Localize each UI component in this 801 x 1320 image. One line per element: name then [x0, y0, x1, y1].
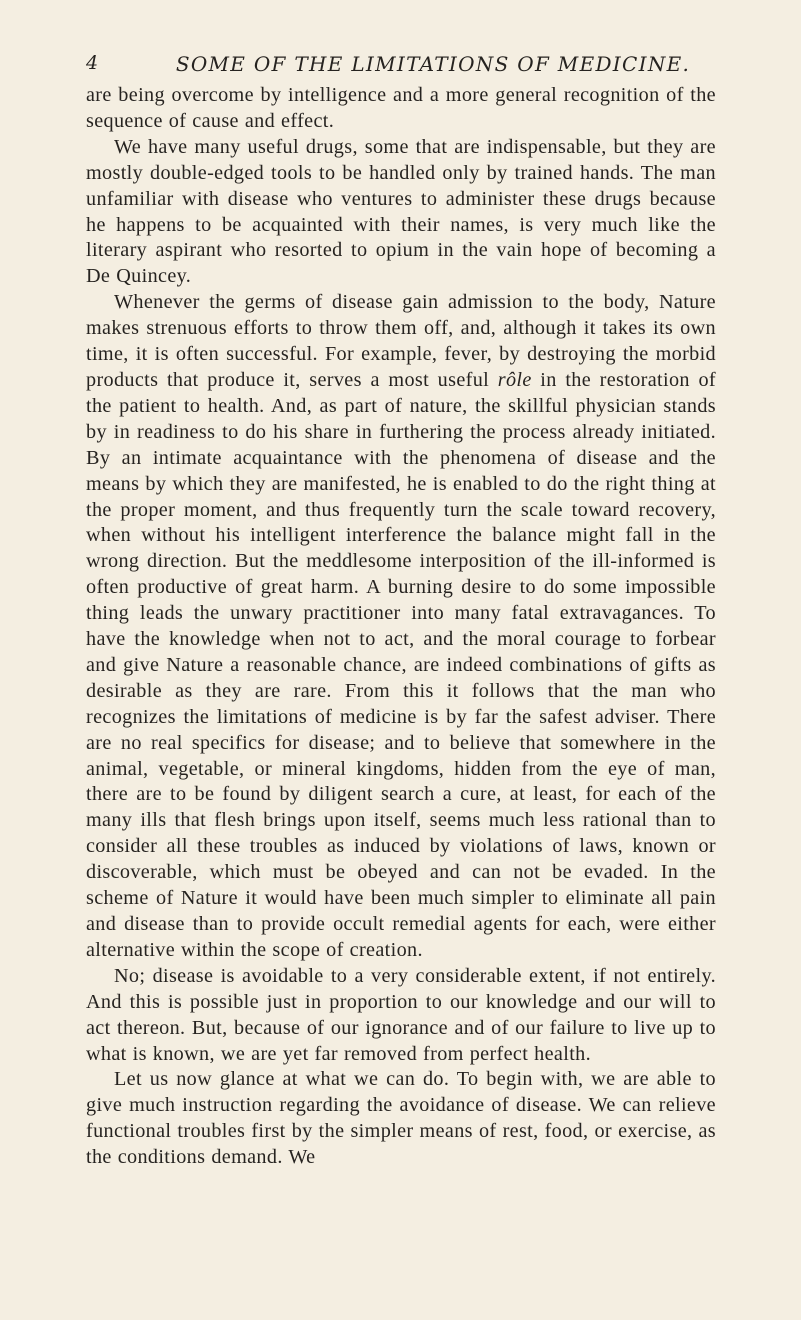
paragraph-avoidable: No; disease is avoidable to a very considerable extent, if not entirely. And this is possible just in proportion to our knowledge and our will to act thereon. But, because of our ignorance and of our failure to live up to what is known, we are yet far removed from perfect health.: [86, 964, 716, 1065]
page-number: 4: [86, 52, 99, 74]
paragraph-drugs: We have many useful drugs, some that are indispensable, but they are mostly double-edged tools to be handled only by trained hands. The man unfamiliar with disease who ventures to administer these drugs because he happens to be acquainted with their names, is very much like the literary aspirant who resorted to opium in the vain hope of becoming a De Quincey.: [86, 135, 716, 288]
running-title: SOME OF THE LIMITATIONS OF MEDICINE.: [175, 52, 691, 76]
body-text: [86, 83, 716, 1171]
paragraph-continuation: are being overcome by intelligence and a more general recognition of the sequence of cause and effect.: [86, 84, 716, 132]
paragraph-nature: [86, 290, 716, 964]
paragraph-nature-part-2: in the restoration of the patient to health. And, as part of nature, the skillful physician stands by in readiness to do his share in furthering the process already initiated. By an intimate acquaintance with the phenomena of disease and the means by which they are manifested, he is enabled to do the right thing at the proper moment, and thus frequently turn the scale toward recovery, when without his intelligent interference the balance might fall in the wrong direction. But the meddlesome interposition of the ill-informed is often productive of great harm. A burning desire to do some impossible thing leads the unwary practitioner into many fatal extravagances. To have the knowledge when not to act, and the moral courage to forbear and give Nature a reasonable chance, are indeed combinations of gifts as desirable as they are rare. From this it follows that the man who recognizes the limitations of medicine is by far the safest adviser. There are no real specifics for disease; and to believe that somewhere in the animal, vegetable, or mineral kingdoms, hidden from the eye of man, there are to be found by diligent search a cure, at least, for each of the many ills that flesh brings upon itself, seems much less rational than to consider all these troubles as induced by violations of laws, known or discoverable, which must be obeyed and can not be evaded. In the scheme of Nature it would have been much simpler to eliminate all pain and disease than to provide occult remedial agents for each, were either alternative within the scope of creation.: [86, 368, 716, 961]
paragraph-nature-part-1: Whenever the germs of disease gain admission to the body, Nature makes strenuous efforts to throw them off, and, although it takes its own time, it is often successful. For example, fever, by destroying the morbid products that produce it, serves a most useful: [86, 291, 716, 391]
paragraph-what-we-can-do: Let us now glance at what we can do. To begin with, we are able to give much instruction regarding the avoidance of disease. We can relieve functional troubles first by the simpler means of rest, food, or exercise, as the conditions demand. We: [86, 1068, 716, 1169]
running-head: [86, 52, 716, 80]
italic-role: rôle: [497, 368, 532, 391]
